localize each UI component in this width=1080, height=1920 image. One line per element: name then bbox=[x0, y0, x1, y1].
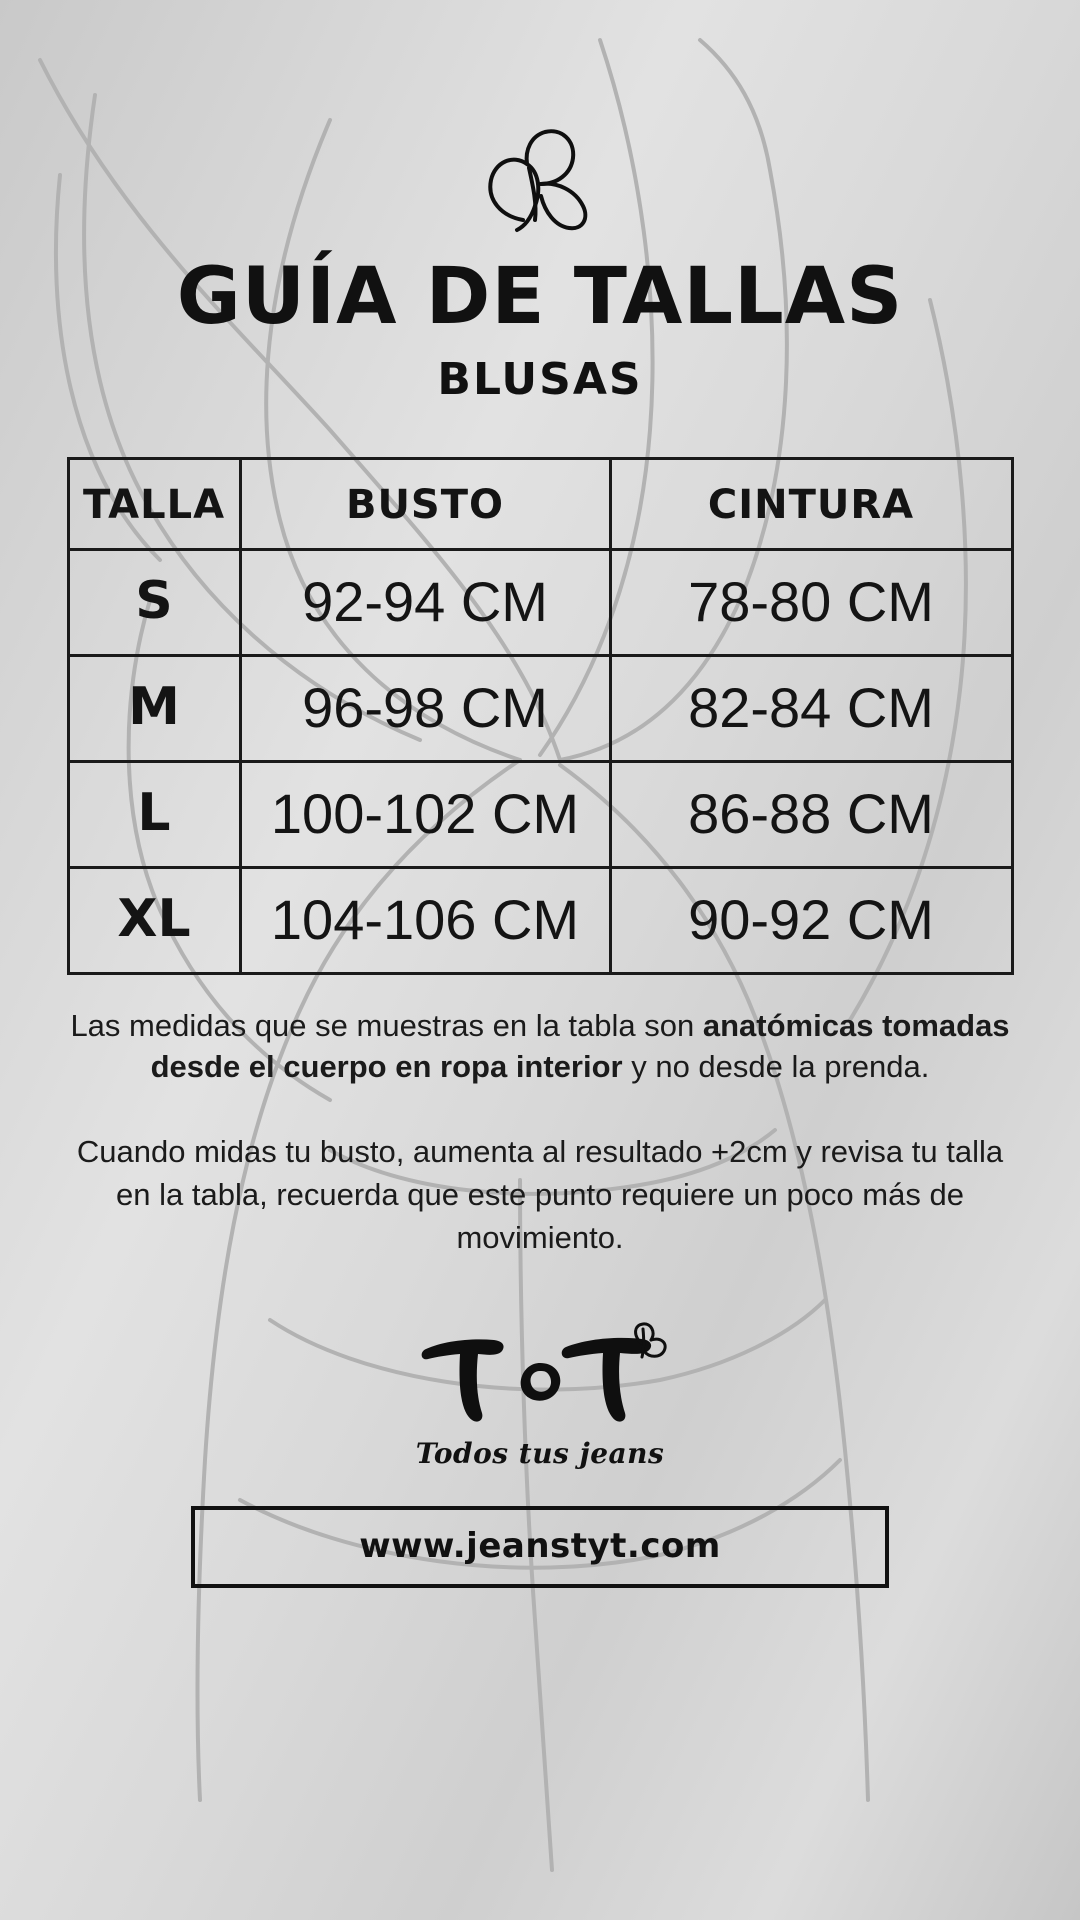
note-measurements bbox=[68, 1005, 1012, 1087]
butterfly-icon bbox=[465, 120, 615, 240]
page-title: GUÍA DE TALLAS bbox=[176, 252, 904, 342]
column-header-busto: BUSTO bbox=[240, 458, 610, 549]
note-tail: y no desde la prenda. bbox=[622, 1048, 930, 1084]
table-row bbox=[68, 549, 1012, 655]
tt-monogram-icon bbox=[410, 1321, 670, 1431]
column-header-talla: TALLA bbox=[68, 458, 240, 549]
note-lead: Las medidas que se muestras en la tabla son bbox=[70, 1007, 703, 1043]
cell-cintura: 90-92 CM bbox=[610, 867, 1012, 973]
table-header-row bbox=[68, 458, 1012, 549]
cell-busto: 96-98 CM bbox=[240, 655, 610, 761]
cell-busto: 104-106 CM bbox=[240, 867, 610, 973]
cell-busto: 92-94 CM bbox=[240, 549, 610, 655]
size-chart-table bbox=[67, 457, 1014, 975]
table-row bbox=[68, 761, 1012, 867]
brand-block bbox=[410, 1321, 670, 1470]
table-row bbox=[68, 867, 1012, 973]
cell-cintura: 78-80 CM bbox=[610, 549, 1012, 655]
cell-talla: L bbox=[68, 761, 240, 867]
brand-tagline: Todos tus jeans bbox=[415, 1437, 665, 1471]
note-emphasis: anatómicas tomadas desde el cuerpo en ropa interior bbox=[150, 1007, 1010, 1084]
cell-talla: S bbox=[68, 549, 240, 655]
cell-talla: M bbox=[68, 655, 240, 761]
website-box[interactable] bbox=[191, 1506, 889, 1588]
cell-talla: XL bbox=[68, 867, 240, 973]
table-row bbox=[68, 655, 1012, 761]
cell-cintura: 82-84 CM bbox=[610, 655, 1012, 761]
cell-busto: 100-102 CM bbox=[240, 761, 610, 867]
page-subtitle: BLUSAS bbox=[437, 353, 643, 405]
column-header-cintura: CINTURA bbox=[610, 458, 1012, 549]
website-url[interactable]: www.jeanstyt.com bbox=[359, 1526, 721, 1567]
cell-cintura: 86-88 CM bbox=[610, 761, 1012, 867]
note-bust-tip: Cuando midas tu busto, aumenta al resultado +2cm y revisa tu talla en la tabla, recuerda que este punto requiere un poco más de movimiento. bbox=[76, 1133, 1004, 1255]
